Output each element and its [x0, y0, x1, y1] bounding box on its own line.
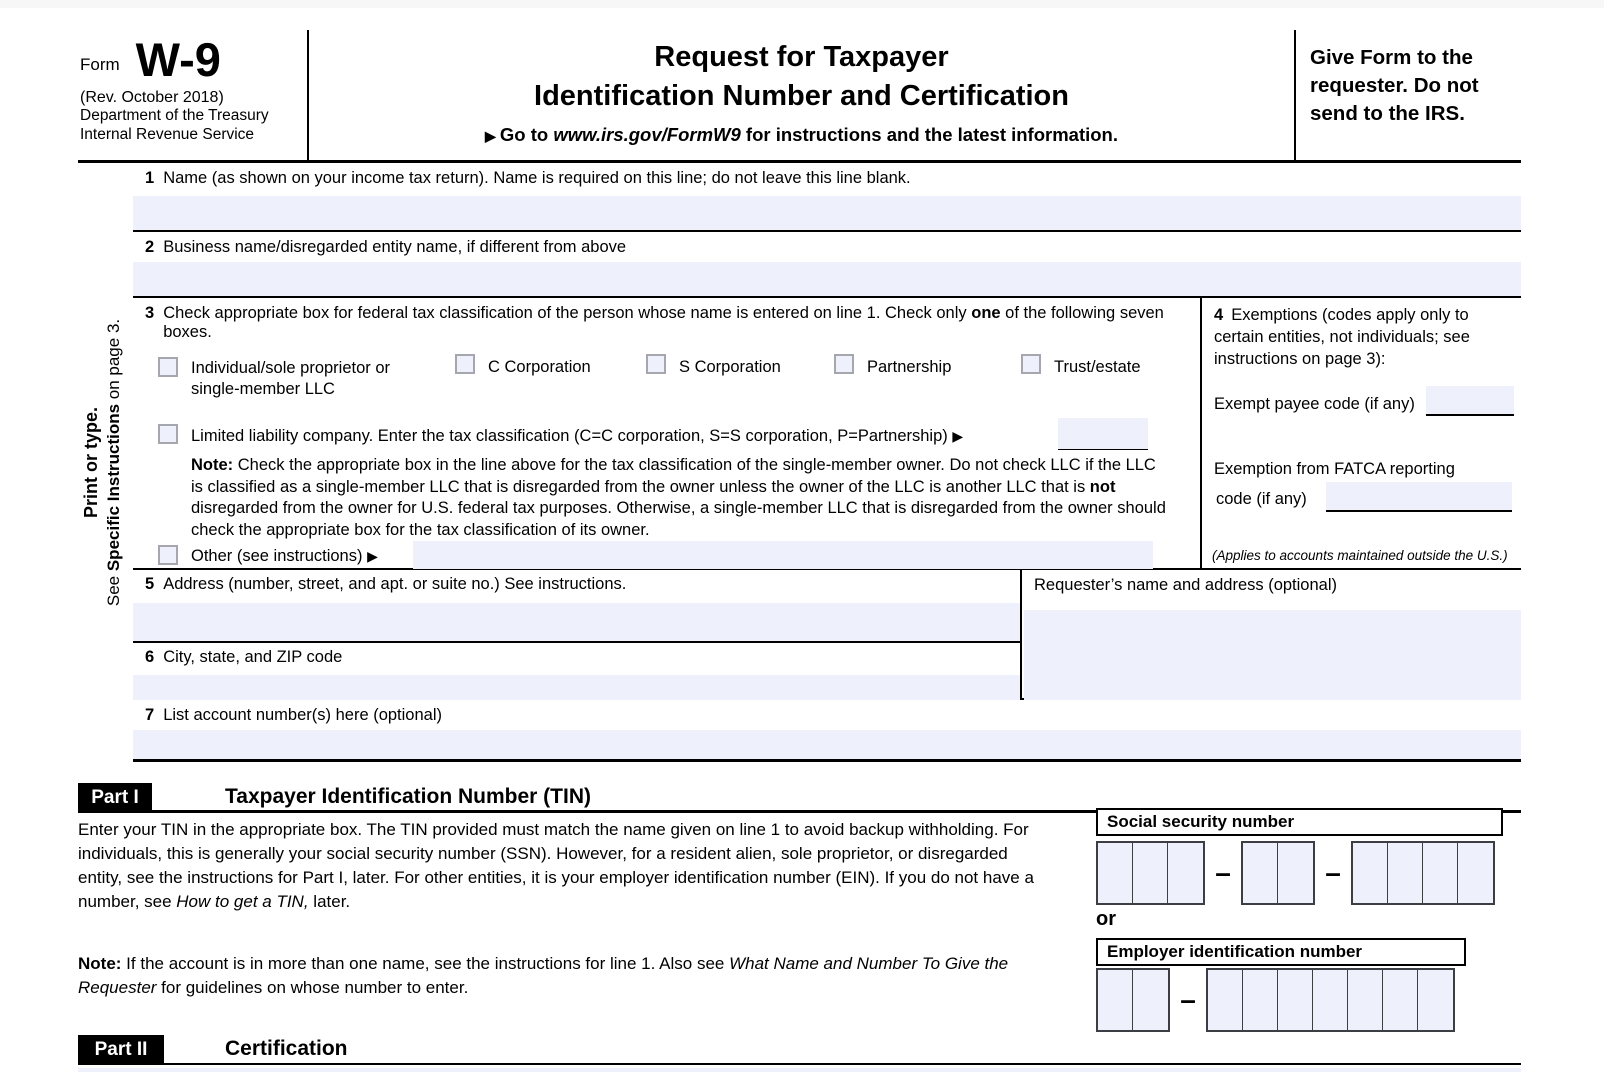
ssn-group2[interactable]: [1241, 841, 1315, 905]
form-word: Form: [80, 55, 120, 74]
certification-area-top-strip: [78, 1068, 1521, 1072]
part2-box: Part II: [78, 1035, 164, 1065]
department-line1: Department of the Treasury: [80, 107, 269, 124]
checkbox-other[interactable]: [158, 545, 178, 565]
goto-suffix: for instructions and the latest information.: [740, 124, 1118, 146]
part1-paragraph: [78, 818, 1043, 914]
department-line2: Internal Revenue Service: [80, 125, 255, 143]
sidebar-line2-bold: Specific Instructions: [104, 403, 124, 572]
other-input[interactable]: [413, 541, 1153, 569]
part1-paragraph-seg1: Enter your TIN in the appropriate box. The TIN provided must match the name given on line 1 to avoid backup withholding. For individuals, this is generally your social security number (SSN). However, for a resident alien, sole proprietor, or disregarded entity, see the instructions for Part I, later. For other entities, it is your employer identification number (EIN). If you do not have a number, see: [78, 820, 1034, 911]
line2-label: [133, 232, 1521, 257]
checkbox-individual[interactable]: [158, 357, 178, 377]
line3-text-bold: one: [971, 304, 1001, 322]
right-arrow-icon: ▶: [485, 128, 495, 145]
checkbox-c-corporation[interactable]: [455, 354, 475, 374]
other-arrow-icon: ▶: [367, 548, 377, 564]
checkbox-trust-estate[interactable]: [1021, 354, 1041, 374]
ssn-dash2: –: [1325, 857, 1341, 888]
form-title-line1: Request for Taxpayer: [654, 41, 949, 73]
line3-number: 3: [145, 304, 155, 322]
ssn-group3[interactable]: [1351, 841, 1495, 905]
line3-line4-row: [133, 298, 1521, 570]
llc-note-seg1: Check the appropriate box in the line above for the tax classification of the single-member owner. Do not check LLC if the LLC is classified as a single-member LLC that is disregarded from the owner unless the owner of the LLC is another LLC that is: [191, 456, 1156, 496]
ssn-cells: [1096, 841, 1495, 905]
exempt-payee-input[interactable]: [1426, 386, 1514, 416]
part1-box: Part I: [78, 783, 152, 813]
line4-label: [1204, 298, 1521, 370]
llc-note-bold2: not: [1089, 477, 1116, 496]
ein-cells: [1096, 968, 1455, 1032]
fatca-label-line1: Exemption from FATCA reporting: [1214, 460, 1455, 478]
sidebar-line2-pre: See: [104, 571, 124, 607]
form-number: W-9: [135, 33, 221, 86]
part2-bar: [78, 1035, 1521, 1065]
goto-prefix: Go to: [499, 124, 554, 146]
sidebar-line1: Print or type.: [81, 407, 101, 519]
city-state-zip-input[interactable]: [133, 675, 1020, 700]
ein-dash: –: [1180, 984, 1196, 1015]
line3-text-pre: Check appropriate box for federal tax classification of the person whose name is entered on line 1. Check only: [163, 304, 972, 322]
line1-row: [133, 163, 1521, 232]
part1-note-bold: Note:: [78, 954, 122, 973]
form-revision: (Rev. October 2018): [80, 89, 224, 106]
llc-arrow-icon: ▶: [952, 428, 963, 444]
checkbox-c-corporation-label: C Corporation: [488, 358, 591, 376]
line4-number: 4: [1214, 306, 1224, 324]
sidebar-line2-post: on page 3.: [104, 318, 124, 404]
ein-group2[interactable]: [1206, 968, 1455, 1032]
other-label-text: Other (see instructions): [191, 547, 368, 565]
form-header: [78, 30, 1521, 163]
ein-group1[interactable]: [1096, 968, 1170, 1032]
exempt-payee-label: Exempt payee code (if any): [1214, 395, 1415, 413]
checkbox-individual-label: Individual/sole proprietor or single-member LLC: [191, 359, 391, 398]
business-name-input[interactable]: [133, 262, 1521, 296]
ssn-label-box: Social security number: [1096, 808, 1503, 836]
ssn-group1[interactable]: [1096, 841, 1205, 905]
print-or-type-sidebar: [78, 163, 134, 762]
account-numbers-input[interactable]: [133, 730, 1521, 759]
requester-box: [1024, 570, 1521, 700]
llc-label: [191, 427, 962, 446]
part1-note: [78, 952, 1043, 1000]
fatca-code-input[interactable]: [1326, 482, 1512, 512]
checkbox-partnership-label: Partnership: [867, 358, 952, 376]
line3-text-post: of the following seven boxes.: [163, 304, 1164, 341]
line4-section: [1204, 298, 1521, 570]
line1-number: 1: [145, 169, 155, 187]
line7-number: 7: [145, 706, 155, 724]
or-label: or: [1096, 908, 1116, 930]
part1-paragraph-italic: How to get a TIN,: [176, 892, 309, 911]
form-title-block: [309, 30, 1294, 160]
checkbox-s-corporation[interactable]: [646, 354, 666, 374]
fatca-label-line2: code (if any): [1216, 490, 1307, 508]
line6-text: City, state, and ZIP code: [163, 648, 343, 666]
top-margin-strip: [0, 0, 1604, 8]
part1-title: Taxpayer Identification Number (TIN): [225, 785, 591, 808]
line3-text: [163, 304, 1178, 342]
line5-line6-row: [133, 570, 1521, 700]
address-input[interactable]: [133, 603, 1020, 641]
line6-number: 6: [145, 648, 155, 666]
ssn-dash1: –: [1215, 857, 1231, 888]
line7-label: [133, 700, 1521, 725]
give-form-notice: Give Form to the requester. Do not send to the IRS.: [1294, 30, 1521, 160]
line2-text: Business name/disregarded entity name, if different from above: [163, 238, 627, 256]
line6-label: [133, 643, 1020, 675]
part1-paragraph-seg2: later.: [308, 892, 351, 911]
form-identity-block: [78, 30, 309, 160]
line1-text: Name (as shown on your income tax return). Name is required on this line; do not leave this line blank.: [163, 169, 911, 187]
part1-note-seg1: If the account is in more than one name, see the instructions for line 1. Also see: [121, 954, 730, 973]
checkbox-s-corporation-label: S Corporation: [679, 358, 781, 376]
checkbox-partnership[interactable]: [834, 354, 854, 374]
line2-row: [133, 232, 1521, 298]
line2-number: 2: [145, 238, 155, 256]
form-title-line2: Identification Number and Certification: [534, 79, 1069, 112]
llc-note: [191, 455, 1169, 541]
part1-note-seg2: for guidelines on whose number to enter.: [156, 978, 469, 997]
requester-input[interactable]: [1024, 610, 1521, 700]
sidebar-line2: [104, 163, 124, 762]
llc-note-seg2: disregarded from the owner for U.S. federal tax purposes. Otherwise, a single-member LLC that is disregarded from the owner should check the appropriate box for the tax classification of its owner.: [191, 499, 1166, 539]
line3-section: [133, 298, 1202, 570]
line7-text: List account number(s) here (optional): [163, 706, 442, 724]
requester-label: Requester’s name and address (optional): [1034, 576, 1337, 594]
checkbox-trust-estate-label: Trust/estate: [1054, 358, 1141, 376]
checkbox-llc[interactable]: [158, 424, 178, 444]
line4-text: Exemptions (codes apply only to certain entities, not individuals; see instructions on page 3):: [1214, 306, 1470, 368]
llc-classification-input[interactable]: [1058, 418, 1148, 450]
line5-label: [133, 570, 1020, 603]
line5-number: 5: [145, 575, 155, 593]
ein-label-box: Employer identification number: [1096, 938, 1466, 966]
other-label: [191, 547, 377, 566]
line5-text: Address (number, street, and apt. or suite no.) See instructions.: [163, 575, 627, 593]
address-column: [133, 570, 1022, 700]
llc-note-bold: Note:: [191, 456, 234, 474]
goto-instructions-line: [309, 124, 1294, 146]
part1-note-italic: What Name and Number To Give the Requester: [78, 954, 1009, 997]
line3-label: [133, 298, 1178, 342]
llc-label-text: Limited liability company. Enter the tax classification (C=C corporation, S=S corporation, P=Partnership): [191, 427, 953, 445]
line1-label: [133, 163, 1521, 188]
name-input[interactable]: [133, 196, 1521, 230]
line7-row: [133, 700, 1521, 762]
part2-title: Certification: [225, 1037, 348, 1060]
applies-note: (Applies to accounts maintained outside the U.S.): [1212, 548, 1508, 563]
goto-url[interactable]: www.irs.gov/FormW9: [553, 124, 741, 146]
